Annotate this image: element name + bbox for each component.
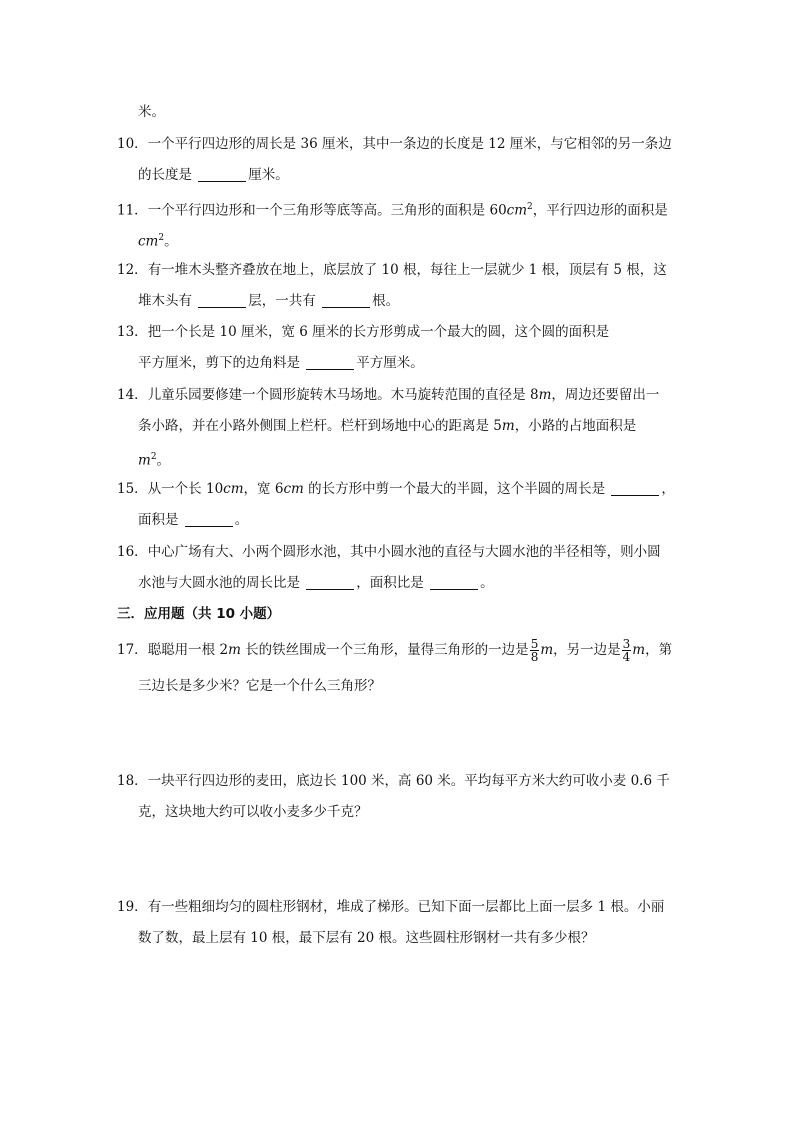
answer-blank[interactable] bbox=[198, 293, 246, 308]
question-14-line-2: 条小路，并在小路外侧围上栏杆。栏杆到场地中心的距离是 5m，小路的占地面积是 bbox=[138, 418, 637, 434]
question-15-line-1: 15．从一个长 10cm，宽 6cm 的长方形中剪一个最大的半圆，这个半圆的周长是 ， bbox=[117, 481, 675, 497]
question-13-line-1: 13．把一个长是 10 厘米，宽 6 厘米的长方形剪成一个最大的圆，这个圆的面积是 bbox=[117, 324, 610, 340]
section-heading: 三．应用题（共 10 小题） bbox=[117, 606, 281, 622]
question-12-line-2: 堆木头有 层，一共有 根。 bbox=[138, 293, 400, 309]
question-12-line-1: 12．有一堆木头整齐叠放在地上，底层放了 10 根，每往上一层就少 1 根，顶层有 5 根，这 bbox=[117, 262, 667, 278]
question-17-line-2: 三边长是多少米？它是一个什么三角形？ bbox=[138, 678, 381, 694]
answer-blank[interactable] bbox=[198, 167, 246, 182]
answer-blank[interactable] bbox=[430, 575, 478, 590]
answer-blank[interactable] bbox=[306, 355, 354, 370]
answer-blank[interactable] bbox=[306, 575, 354, 590]
fraction: $\frac{3}{4}$ bbox=[622, 637, 631, 664]
question-16-line-2: 水池与大圆水池的周长比是 ，面积比是 。 bbox=[138, 575, 494, 591]
question-11-line-1: 11．一个平行四边形和一个三角形等底等高。三角形的面积是 $60cm^2$，平行四边形的面积是 bbox=[117, 202, 668, 219]
answer-blank[interactable] bbox=[322, 293, 370, 308]
question-10-line-1: 10．一个平行四边形的周长是 36 厘米，其中一条边的长度是 12 厘米，与它相邻的另一条边 bbox=[117, 136, 672, 152]
question-17-line-1: 17．聪聪用一根 2m 长的铁丝围成一个三角形，量得三角形的一边是 $\frac{5}{8}$ m，另一边是 $\frac{3}{4}$ m，第 bbox=[117, 637, 673, 664]
question-14-line-3: $m^2$。 bbox=[138, 452, 171, 469]
question-10-line-2: 的长度是 厘米。 bbox=[138, 167, 289, 183]
q9-continuation: 米。 bbox=[138, 104, 165, 120]
question-16-line-1: 16．中心广场有大、小两个圆形水池，其中小圆水池的直径与大圆水池的半径相等，则小圆 bbox=[117, 544, 661, 560]
answer-blank[interactable] bbox=[611, 481, 659, 496]
question-13-line-2: 平方厘米，剪下的边角料是 平方厘米。 bbox=[138, 355, 424, 371]
question-number: 10． bbox=[117, 136, 148, 152]
fraction: $\frac{5}{8}$ bbox=[530, 637, 539, 664]
question-18-line-2: 克，这块地大约可以收小麦多少千克？ bbox=[138, 804, 368, 820]
question-18-line-1: 18．一块平行四边形的麦田，底边长 100 米，高 60 米。平均每平方米大约可收小麦 0.6 千 bbox=[117, 773, 670, 789]
question-19-line-1: 19．有一些粗细均匀的圆柱形钢材，堆成了梯形。已知下面一层都比上面一层多 1 根。小丽 bbox=[117, 899, 665, 915]
question-11-line-2: $cm^2$。 bbox=[138, 233, 178, 250]
answer-blank[interactable] bbox=[185, 512, 233, 527]
question-15-line-2: 面积是 。 bbox=[138, 512, 249, 528]
question-14-line-1: 14．儿童乐园要修建一个圆形旋转木马场地。木马旋转范围的直径是 8m，周边还要留出一 bbox=[117, 387, 660, 403]
question-19-line-2: 数了数，最上层有 10 根，最下层有 20 根。这些圆柱形钢材一共有多少根？ bbox=[138, 930, 595, 946]
